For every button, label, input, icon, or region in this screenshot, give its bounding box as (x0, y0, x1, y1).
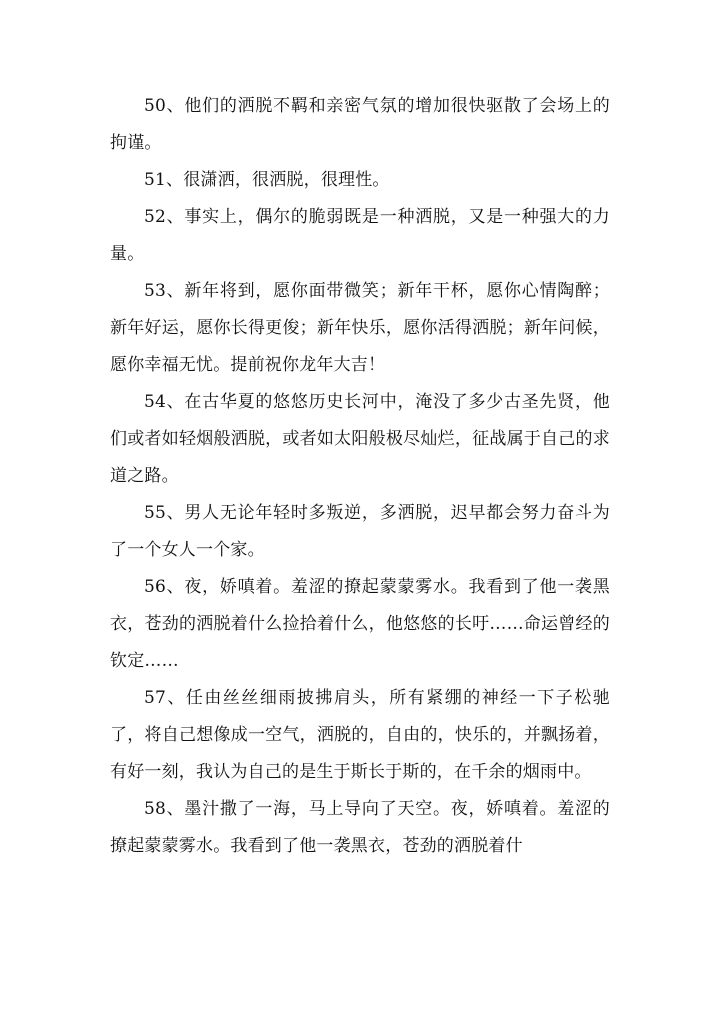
paragraph-58: 58、墨汁撒了一海，马上导向了天空。夜，娇嗔着。羞涩的撩起蒙蒙雾水。我看到了他一袭黑衣，苍劲的洒脱着什 (110, 799, 610, 856)
paragraph-52: 52、事实上，偶尔的脆弱既是一种洒脱，又是一种强大的力量。 (110, 207, 610, 264)
paragraph-50: 50、他们的洒脱不羁和亲密气氛的增加很快驱散了会场上的拘谨。 (110, 96, 610, 153)
document-body (110, 88, 610, 865)
paragraph-56: 56、夜，娇嗔着。羞涩的撩起蒙蒙雾水。我看到了他一袭黑衣，苍劲的洒脱着什么捡拾着什么，他悠悠的长吁……命运曾经的钦定…… (110, 577, 610, 671)
paragraph-53: 53、新年将到，愿你面带微笑；新年干杯，愿你心情陶醉；新年好运，愿你长得更俊；新年快乐，愿你活得洒脱；新年问候，愿你幸福无忧。提前祝你龙年大吉！ (110, 281, 610, 375)
paragraph-57: 57、任由丝丝细雨披拂肩头，所有紧绷的神经一下子松驰了，将自己想像成一空气，洒脱的，自由的，快乐的，并飘扬着，有好一刻，我认为自己的是生于斯长于斯的，在千余的烟雨中。 (110, 688, 610, 782)
paragraph-54: 54、在古华夏的悠悠历史长河中，淹没了多少古圣先贤，他们或者如轻烟般洒脱，或者如太阳般极尽灿烂，征战属于自己的求道之路。 (110, 392, 610, 486)
paragraph-51: 51、很潇洒，很洒脱，很理性。 (144, 170, 390, 190)
paragraph-55: 55、男人无论年轻时多叛逆，多洒脱，迟早都会努力奋斗为了一个女人一个家。 (110, 503, 610, 560)
